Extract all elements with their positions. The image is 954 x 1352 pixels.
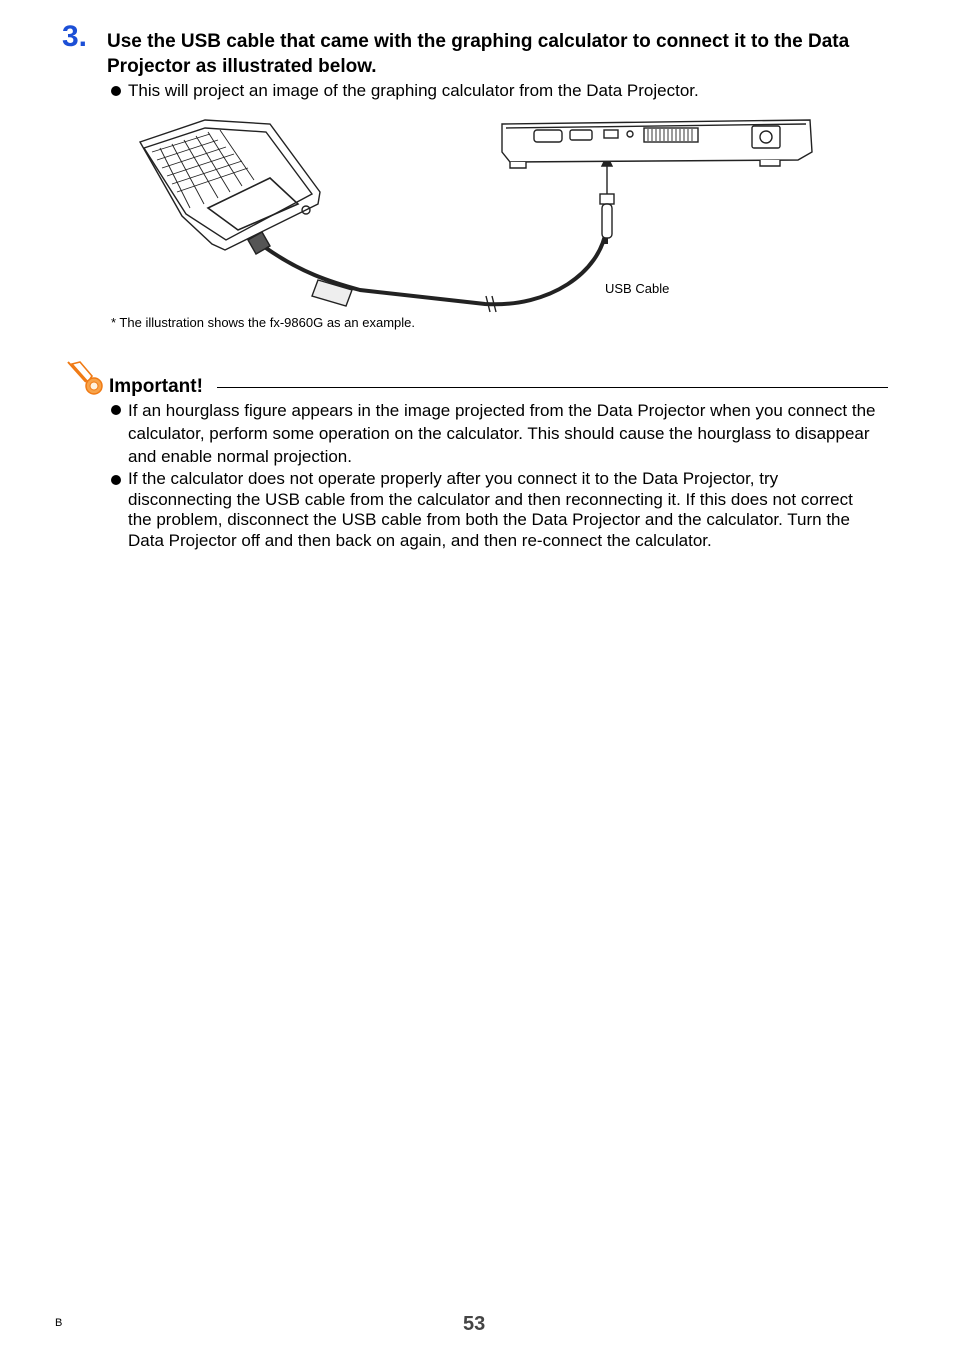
usb-cable-label: USB Cable xyxy=(605,281,670,296)
page-marker: B xyxy=(55,1317,63,1329)
bullet-dot xyxy=(111,475,121,485)
pushpin-icon xyxy=(66,360,106,396)
important-rule xyxy=(217,387,888,388)
important-item: If an hourglass figure appears in the image projected from the Data Projector when you connect the calculator, perform some operation on the calculator. This should cause the hourglass to disappear and enable normal projection. xyxy=(128,401,876,466)
important-item: If the calculator does not operate properly after you connect it to the Data Projector, try disconnecting the USB cable from the calculator and then reconnecting it. If this does not correct the problem, disconnect the USB cable from both the Data Projector and the calculator. Turn the Data Projector off and then back on again, and then re-connect the calculator. xyxy=(128,469,853,550)
bullet-dot xyxy=(111,405,121,415)
ferrite-core xyxy=(312,280,352,306)
step-number: 3. xyxy=(62,20,88,53)
page-number: 53 xyxy=(463,1313,486,1335)
connection-illustration xyxy=(130,112,830,317)
projector-illustration xyxy=(502,120,812,168)
calculator-illustration xyxy=(140,120,320,254)
step-title: Use the USB cable that came with the graphing calculator to connect it to the Data Projector as illustrated below. xyxy=(107,31,850,77)
figure-footnote: * The illustration shows the fx-9860G as an example. xyxy=(111,315,415,330)
step-note: This will project an image of the graphing calculator from the Data Projector. xyxy=(128,81,699,100)
usb-plug xyxy=(600,156,614,238)
bullet-dot xyxy=(111,86,121,96)
important-heading: Important! xyxy=(109,376,203,397)
